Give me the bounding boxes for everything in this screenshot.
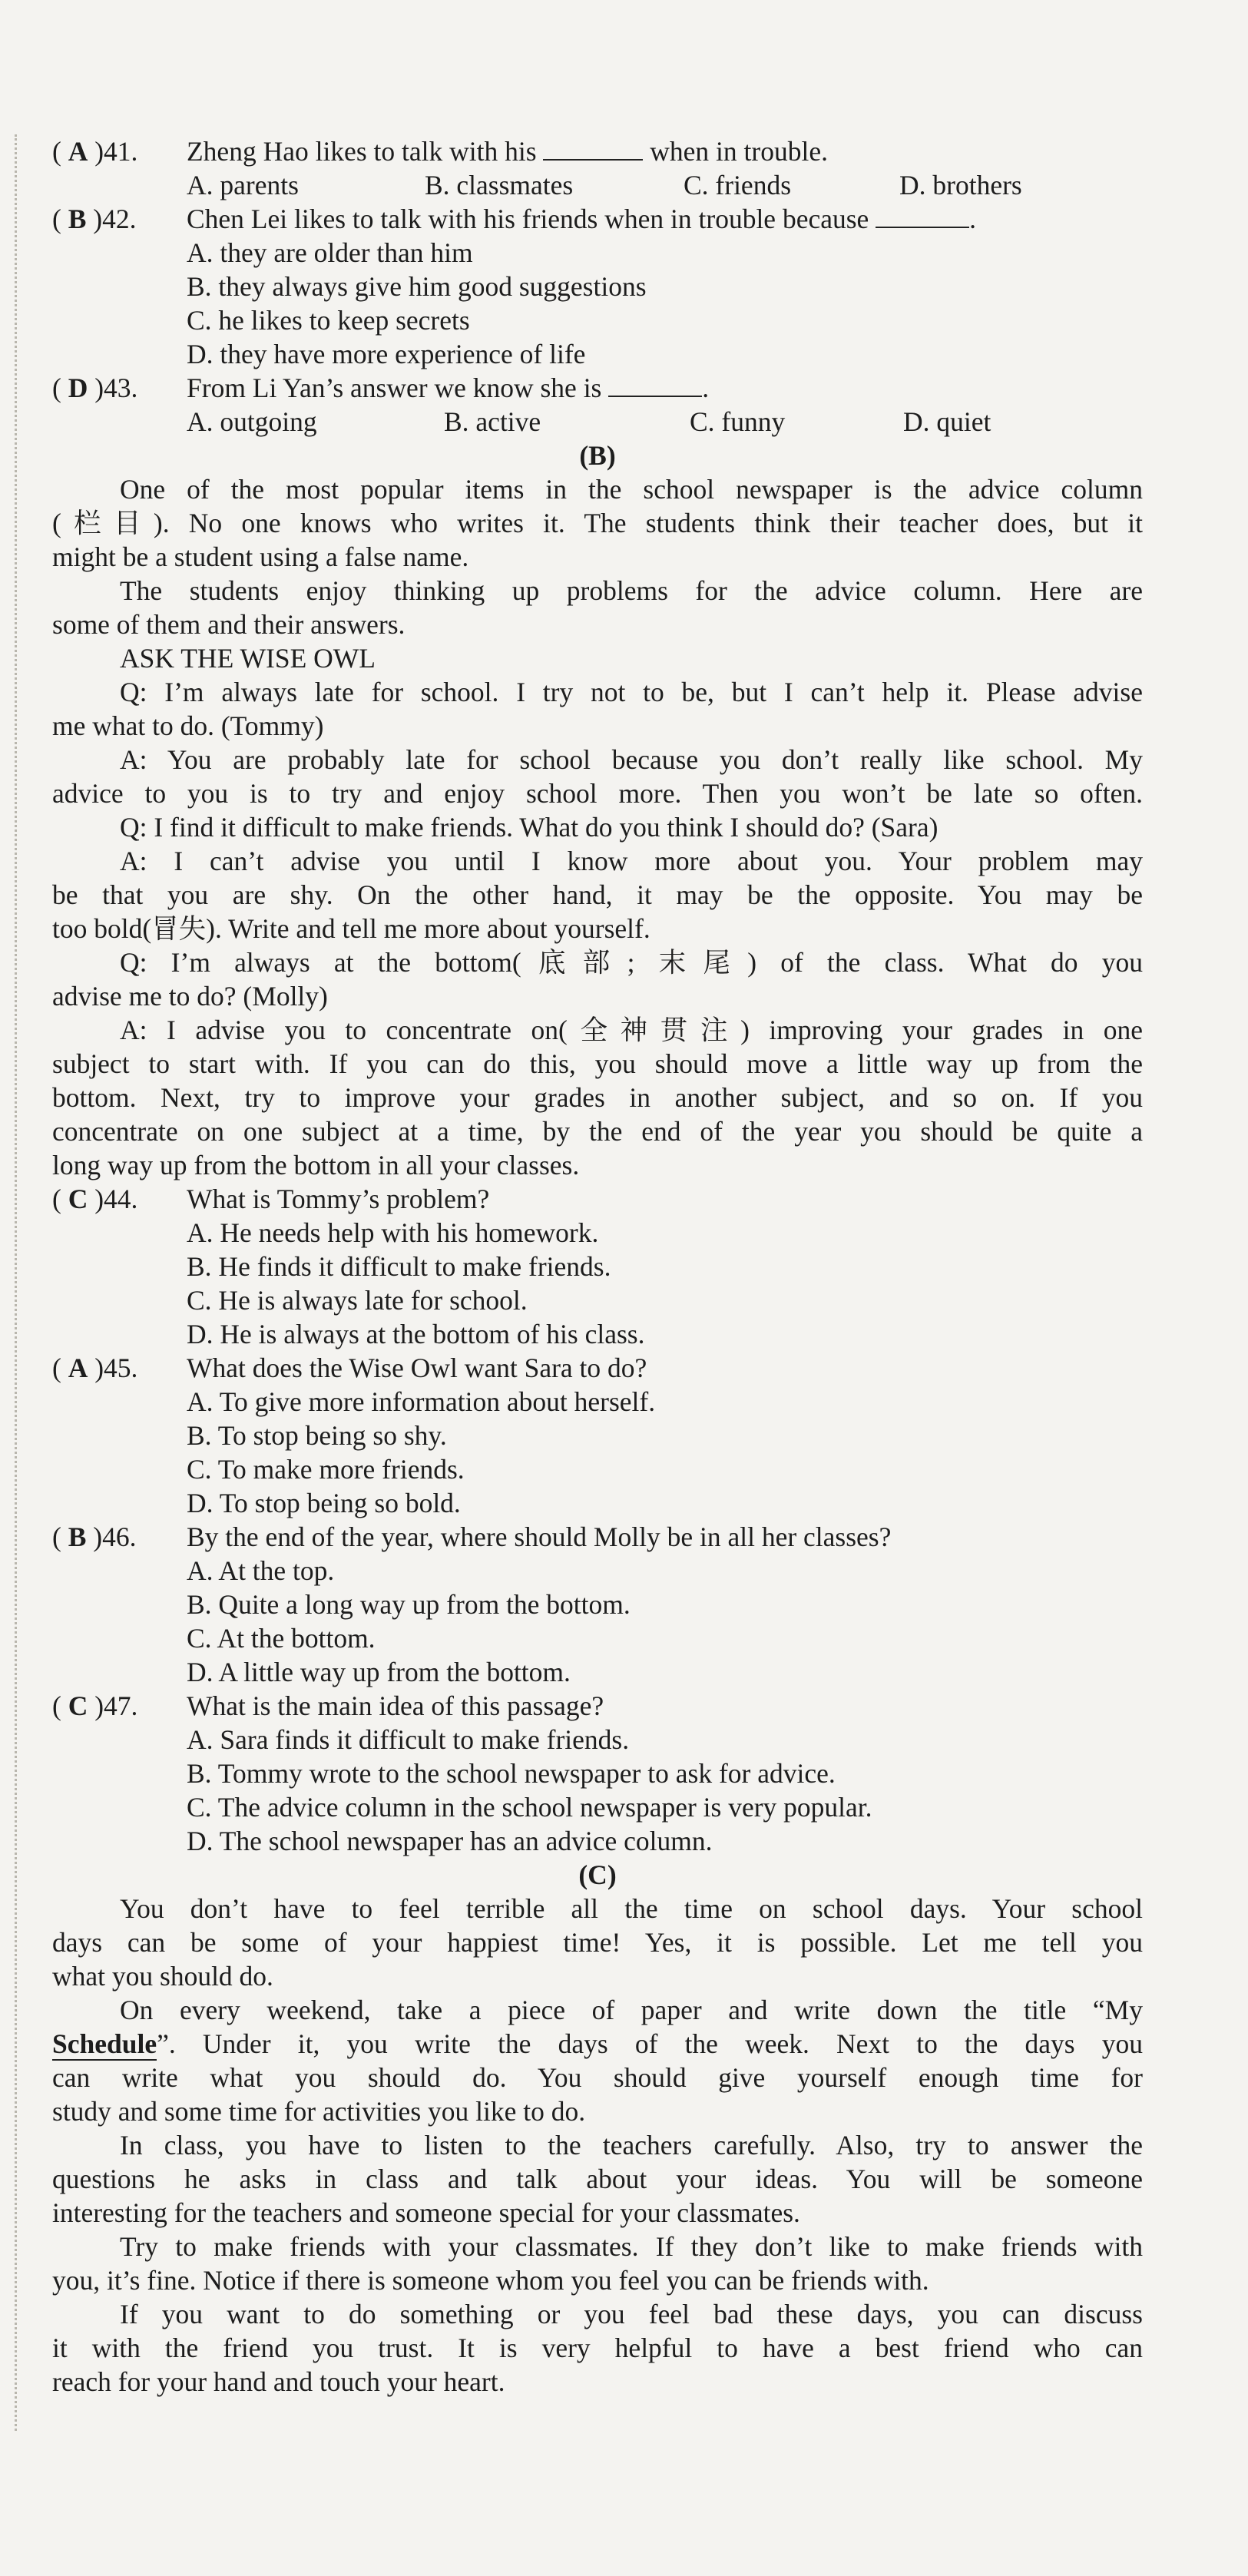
answer-label: ( C )44. <box>52 1184 138 1214</box>
question-47 <box>52 1689 1143 1723</box>
option-d: D. The school newspaper has an advice column. <box>187 1826 713 1856</box>
option-b: B. classmates <box>425 170 574 200</box>
option-a: A. He needs help with his homework. <box>187 1217 599 1248</box>
question-stem: Zheng Hao likes to talk with his <box>187 136 537 167</box>
qa-1-answer: A: You are probably late for school because you don’t really like school. My advice to you is to try and enjoy school more. Then you won’t be late so often. <box>52 744 1143 809</box>
option-b: B. He finds it difficult to make friends. <box>187 1251 611 1282</box>
option-b: B. they always give him good suggestions <box>187 271 647 302</box>
schedule-word: Schedule <box>52 2028 157 2059</box>
section-c-paragraph-2: On every weekend, take a piece of paper and write down the title “My Schedule”. Under it, you write the days of the week. Next to the days you can write what you should do. You should give yourself enough time for study and some time for activities you like to do. <box>52 1995 1143 2127</box>
option-d: D. He is always at the bottom of his class. <box>187 1319 645 1349</box>
options-row <box>52 168 1143 202</box>
section-c-paragraph-3: In class, you have to listen to the teachers carefully. Also, try to answer the questions he asks in class and talk about your ideas. You will be someone interesting for the teachers and someone special for your classmates. <box>52 2130 1143 2228</box>
answer-blank <box>876 204 969 228</box>
answer-label: ( B )46. <box>52 1521 137 1552</box>
answer-label: ( A )41. <box>52 136 138 167</box>
options-row <box>52 405 1143 439</box>
option-a: A. Sara finds it difficult to make friends. <box>187 1724 630 1755</box>
question-stem: By the end of the year, where should Molly be in all her classes? <box>187 1521 892 1552</box>
question-stem: What is the main idea of this passage? <box>187 1690 604 1721</box>
option-c: C. At the bottom. <box>187 1623 376 1654</box>
question-stem: Chen Lei likes to talk with his friends when in trouble because <box>187 204 869 234</box>
question-44 <box>52 1182 1143 1216</box>
qa-2-question: Q: I find it difficult to make friends. What do you think I should do? (Sara) <box>120 812 938 843</box>
question-46 <box>52 1520 1143 1554</box>
qa-2-answer: A: I can’t advise you until I know more about you. Your problem may be that you are shy. On the other hand, it may be the opposite. You may be too bold(冒失). Write and tell me more about yourself. <box>52 846 1143 944</box>
option-a: A. outgoing <box>187 406 317 437</box>
option-b: B. Quite a long way up from the bottom. <box>187 1589 631 1620</box>
option-c: C. He is always late for school. <box>187 1285 528 1316</box>
question-tail: when in trouble. <box>650 136 828 167</box>
question-stem: What does the Wise Owl want Sara to do? <box>187 1353 647 1383</box>
qa-3-answer: A: I advise you to concentrate on(全神贯注) improving your grades in one subject to start with. If you can do this, you should move a little way up from the bottom. Next, try to improve your grades in another subject, and so on. If you concentrate on one subject at a time, by the end of the year you should be quite a long way up from the bottom in all your classes. <box>52 1015 1143 1180</box>
option-b: B. Tommy wrote to the school newspaper to ask for advice. <box>187 1758 836 1789</box>
answer-label: ( D )43. <box>52 372 138 403</box>
question-stem: What is Tommy’s problem? <box>187 1184 490 1214</box>
worksheet-page <box>52 134 1143 2399</box>
column-title: ASK THE WISE OWL <box>120 643 376 674</box>
option-a: A. To give more information about herself. <box>187 1386 656 1417</box>
question-45 <box>52 1351 1143 1385</box>
option-a: A. they are older than him <box>187 237 473 268</box>
option-c: C. To make more friends. <box>187 1454 465 1485</box>
section-c-paragraph-1: You don’t have to feel terrible all the time on school days. Your school days can be some of your happiest time! Yes, it is possible. Let me tell you what you should do. <box>52 1893 1143 1992</box>
option-c: C. funny <box>690 406 786 437</box>
option-b: B. To stop being so shy. <box>187 1420 447 1451</box>
question-43 <box>52 371 1143 405</box>
question-tail: . <box>969 204 977 234</box>
margin-dotted-line <box>15 134 17 2431</box>
section-b-heading: (B) <box>579 440 616 471</box>
section-c-paragraph-4: Try to make friends with your classmates. If they don’t like to make friends with you, it’s fine. Notice if there is someone whom you feel you can be friends with. <box>52 2231 1143 2296</box>
option-c: C. The advice column in the school newspaper is very popular. <box>187 1792 872 1823</box>
option-b: B. active <box>444 406 541 437</box>
option-c: C. friends <box>684 170 792 200</box>
question-41 <box>52 134 1143 168</box>
qa-1-question: Q: I’m always late for school. I try not to be, but I can’t help it. Please advise me what to do. (Tommy) <box>52 677 1143 741</box>
section-c-heading: (C) <box>578 1859 617 1890</box>
answer-blank <box>608 372 702 397</box>
section-c-paragraph-5: If you want to do something or you feel bad these days, you can discuss it with the friend you trust. It is very helpful to have a best friend who can reach for your hand and touch your heart. <box>52 2299 1143 2397</box>
answer-label: ( A )45. <box>52 1353 138 1383</box>
option-a: A. At the top. <box>187 1555 335 1586</box>
question-stem: From Li Yan’s answer we know she is <box>187 372 602 403</box>
option-d: D. To stop being so bold. <box>187 1488 461 1518</box>
section-b-paragraph-1: One of the most popular items in the school newspaper is the advice column (栏目). No one knows who writes it. The students think their teacher does, but it might be a student using a false name. <box>52 474 1143 572</box>
section-b-paragraph-2: The students enjoy thinking up problems for the advice column. Here are some of them and their answers. <box>52 575 1143 640</box>
option-d: D. A little way up from the bottom. <box>187 1657 571 1687</box>
option-c: C. he likes to keep secrets <box>187 305 470 336</box>
answer-blank <box>543 136 643 161</box>
question-tail: . <box>702 372 710 403</box>
answer-label: ( C )47. <box>52 1690 138 1721</box>
option-a: A. parents <box>187 170 299 200</box>
option-d: D. brothers <box>899 170 1022 200</box>
option-d: D. quiet <box>903 406 991 437</box>
answer-label: ( B )42. <box>52 204 137 234</box>
qa-3-question: Q: I’m always at the bottom(底部; 末尾) of the class. What do you advise me to do? (Molly) <box>52 947 1143 1012</box>
option-d: D. they have more experience of life <box>187 339 586 369</box>
question-42 <box>52 202 1143 236</box>
